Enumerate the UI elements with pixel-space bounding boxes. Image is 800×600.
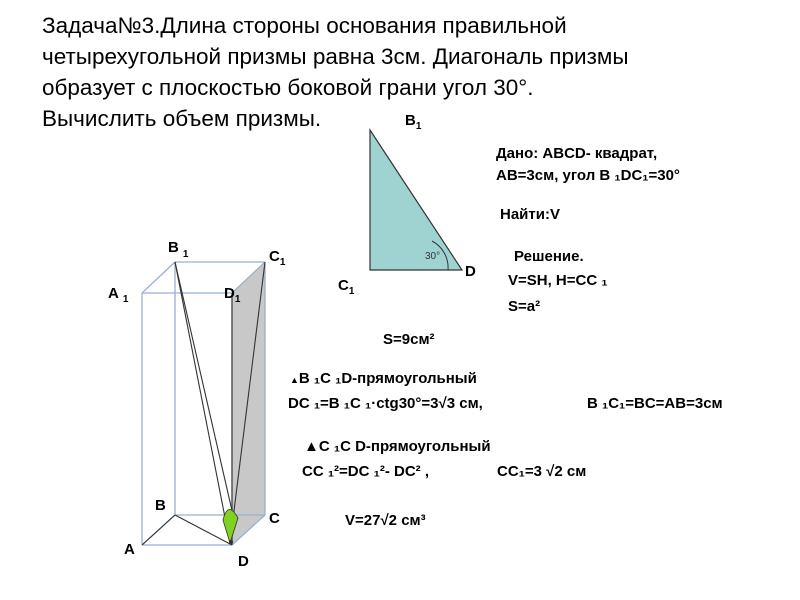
given-line-2: AB=3см, угол B ₁DC₁=30° xyxy=(496,167,680,184)
prism-label-b: B xyxy=(155,497,166,514)
problem-line-1: Задача№3.Длина стороны основания правильной xyxy=(42,13,567,38)
triangle-label-d: D xyxy=(465,263,476,280)
base-area: S=9см² xyxy=(383,331,435,348)
triangle-2-title: ▲C ₁C D-прямоугольный xyxy=(304,438,491,455)
solution-formula-1: V=SH, H=CC ₁ xyxy=(508,272,608,289)
prism-label-b1: B $_1$ xyxy=(168,239,189,260)
triangle-symbol-icon: ▲ xyxy=(290,375,299,385)
problem-line-4: Вычислить объем призмы. xyxy=(42,106,322,131)
triangle-1-side: B ₁C₁=BC=AB=3см xyxy=(587,395,723,412)
find-label: Найти:V xyxy=(500,206,560,223)
triangle-2-equation-2: CC₁=3 √2 см xyxy=(497,463,587,480)
prism-label-c1: $C_1$ xyxy=(269,248,286,268)
triangle-angle-label: 30° xyxy=(425,251,441,262)
volume-answer: V=27√2 см³ xyxy=(345,512,426,529)
triangle-2-equation-1: CC ₁²=DC ₁²- DC² , xyxy=(302,463,429,480)
given-line-1: Дано: ABCD- квадрат, xyxy=(496,145,658,162)
prism-label-a: A xyxy=(124,541,135,558)
prism-label-c: C xyxy=(269,510,280,527)
prism-label-d: D xyxy=(238,553,249,570)
problem-line-2: четырехугольной призмы равна 3см. Диагональ призмы xyxy=(42,44,629,69)
prism-label-d1: $D_1$ xyxy=(224,285,241,305)
diagonal-b1-d xyxy=(175,262,230,543)
solution-formula-2: S=a² xyxy=(508,298,541,315)
triangle-symbol-icon: ▲ xyxy=(304,438,319,455)
triangle-1-equation: DC ₁=B ₁C ₁·ctg30°=3√3 см, xyxy=(288,395,483,412)
problem-line-3: образует с плоскостью боковой грани угол 30°. xyxy=(42,75,534,100)
prism-label-a1: A $_1$ xyxy=(108,285,129,305)
triangle-label-b1: $B_1$ xyxy=(405,112,422,132)
solution-heading: Решение. xyxy=(514,248,584,265)
triangle-1-title: ▲B ₁C ₁D-прямоугольный xyxy=(290,370,477,387)
diagonal-a-d1 xyxy=(142,515,175,545)
triangle-label-c1: $C_1$ xyxy=(338,277,355,297)
